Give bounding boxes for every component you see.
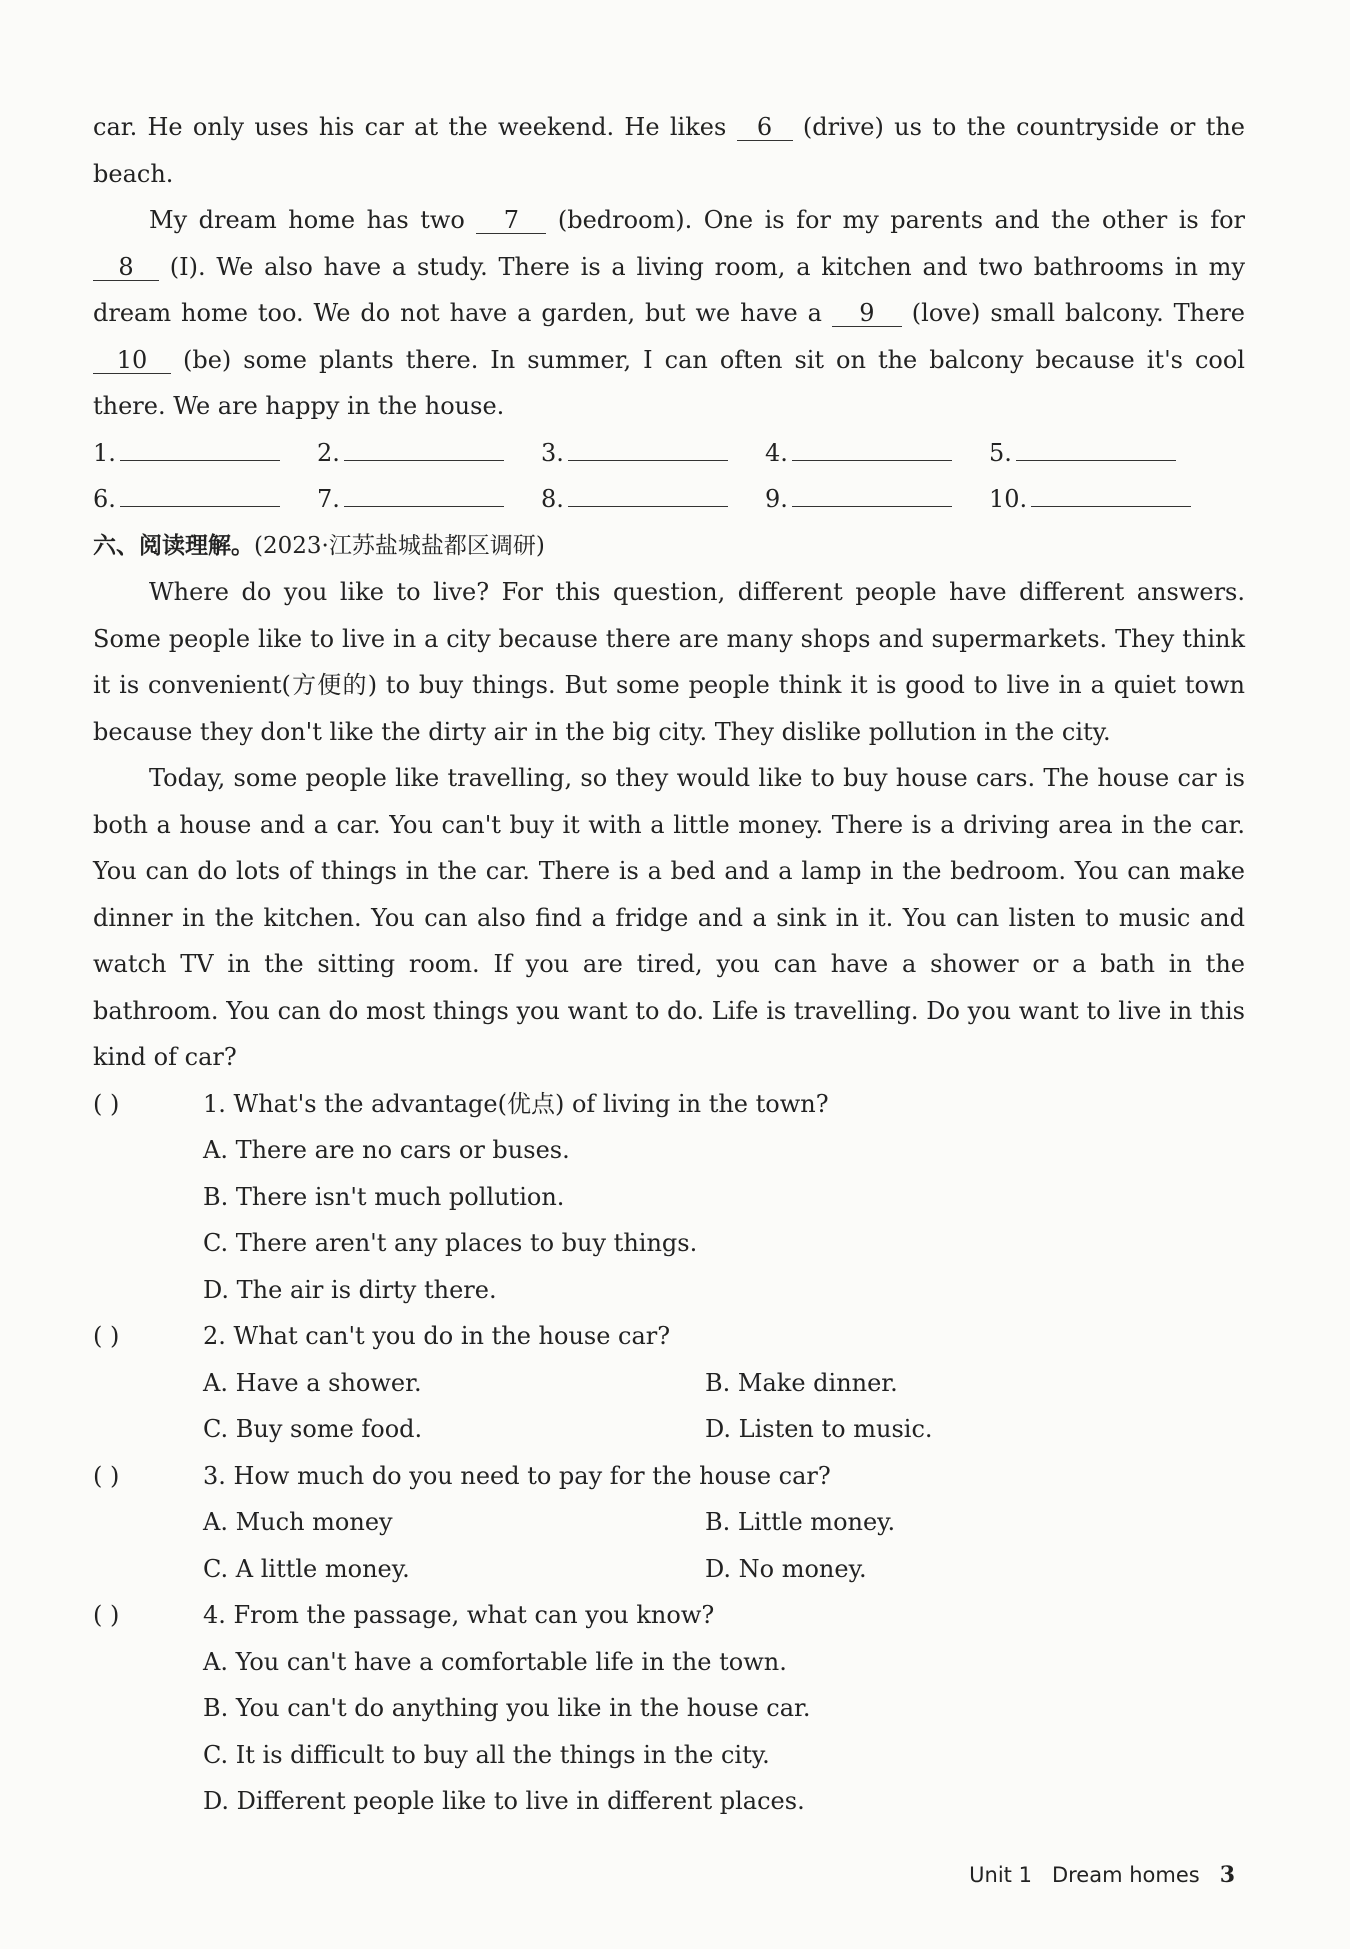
cloze-paragraph-1 (93, 104, 1245, 197)
section-source: (2023·江苏盐城盐都区调研) (254, 532, 545, 559)
cloze-text: (drive) us to the countryside or the beach. (93, 113, 1245, 188)
cloze-paragraph-2 (93, 197, 1245, 430)
blank-9[interactable]: 9 (832, 300, 902, 327)
question-3 (93, 1453, 1245, 1500)
option-pair (93, 1499, 1245, 1546)
answer-bracket[interactable]: ( ) (93, 1461, 120, 1490)
section-title: 六、阅读理解。(2023·江苏盐城盐都区调研) (93, 532, 545, 559)
option-pair (93, 1360, 1245, 1407)
question-stem: 3. How much do you need to pay for the house car? (203, 1461, 831, 1490)
option[interactable]: B. Little money. (705, 1508, 896, 1536)
blank-7[interactable]: 7 (476, 207, 546, 234)
answer-slot-1[interactable]: 1. (93, 430, 317, 477)
option[interactable]: B. Make dinner. (705, 1368, 898, 1397)
option[interactable]: B. You can't do anything you like in the house car. (203, 1694, 811, 1722)
page-number: 3 (1219, 1862, 1235, 1888)
option-pair (93, 1406, 1245, 1453)
answer-slot-4[interactable]: 4. (765, 430, 989, 477)
option[interactable]: A. Much money (203, 1508, 393, 1536)
question-4 (93, 1592, 1245, 1639)
question-2 (93, 1313, 1245, 1360)
answer-row-2 (93, 476, 1245, 523)
reading-paragraph-1: Where do you like to live? For this question, different people have different answers. Some people like to live in a city because there are many shops and supermarkets. They think it is convenient(方便的) to buy things. But some people think it is good to live in a quiet town because they don't like the dirty air in the big city. They dislike pollution in the city. (93, 578, 1245, 746)
answer-slot-2[interactable]: 2. (317, 430, 541, 477)
option[interactable]: A. Have a shower. (203, 1368, 422, 1397)
option[interactable]: D. Different people like to live in different places. (203, 1787, 805, 1815)
answer-slot-10[interactable]: 10. (989, 476, 1213, 523)
option[interactable]: A. You can't have a comfortable life in the town. (203, 1647, 787, 1676)
answer-slot-6[interactable]: 6. (93, 476, 317, 523)
option[interactable]: C. A little money. (203, 1554, 410, 1583)
answer-slot-5[interactable]: 5. (989, 430, 1213, 477)
question-stem: 2. What can't you do in the house car? (203, 1322, 671, 1350)
option[interactable]: D. No money. (705, 1554, 867, 1583)
unit-label: Unit 1 (969, 1863, 1032, 1887)
cloze-text: (be) some plants there. In summer, I can often sit on the balcony because it's cool there. We are happy in the house. (93, 345, 1245, 420)
unit-topic: Dream homes (1051, 1863, 1200, 1887)
answer-bracket[interactable]: ( ) (93, 1322, 120, 1350)
option[interactable]: C. Buy some food. (203, 1415, 423, 1443)
option-pair (93, 1546, 1245, 1593)
reading-paragraph-2: Today, some people like travelling, so they would like to buy house cars. The house car is both a house and a car. You can't buy it with a little money. There is a driving area in the car. You can do lots of things in the car. There is a bed and a lamp in the bedroom. You can make dinner in the kitchen. You can also find a fridge and a sink in it. You can listen to music and watch TV in the sitting room. If you are tired, you can have a shower or a bath in the bathroom. You can do most things you want to do. Life is travelling. Do you want to live in this kind of car? (93, 764, 1245, 1071)
option[interactable]: C. There aren't any places to buy things. (203, 1229, 698, 1257)
blank-6[interactable]: 6 (737, 114, 793, 141)
answer-slot-3[interactable]: 3. (541, 430, 765, 477)
option[interactable]: B. There isn't much pollution. (203, 1182, 565, 1211)
cloze-text: (I). We also have a study. There is a living room, a kitchen and two bathrooms in my dream home too. We do not have a garden, but we have a (93, 252, 1245, 327)
answer-bracket[interactable]: ( ) (93, 1089, 120, 1118)
question-stem: 4. From the passage, what can you know? (203, 1601, 715, 1629)
answer-bracket[interactable]: ( ) (93, 1601, 120, 1629)
option[interactable]: D. The air is dirty there. (203, 1275, 497, 1304)
question-1 (93, 1081, 1245, 1128)
cloze-text: My dream home has two (149, 206, 477, 234)
answer-row-1 (93, 430, 1245, 477)
answer-slot-9[interactable]: 9. (765, 476, 989, 523)
page-footer (969, 1862, 1235, 1888)
cloze-text: car. He only uses his car at the weekend. He likes (93, 113, 737, 141)
answer-slot-7[interactable]: 7. (317, 476, 541, 523)
blank-10[interactable]: 10 (93, 347, 171, 374)
blank-8[interactable]: 8 (93, 254, 159, 281)
option[interactable]: C. It is difficult to buy all the things in the city. (203, 1740, 770, 1769)
option[interactable]: D. Listen to music. (705, 1415, 933, 1443)
answer-slot-8[interactable]: 8. (541, 476, 765, 523)
question-stem: 1. What's the advantage(优点) of living in the town? (203, 1089, 829, 1118)
cloze-text: (bedroom). One is for my parents and the other is for (557, 206, 1246, 234)
option[interactable]: A. There are no cars or buses. (203, 1136, 570, 1164)
cloze-text: (love) small balcony. There (911, 299, 1245, 327)
